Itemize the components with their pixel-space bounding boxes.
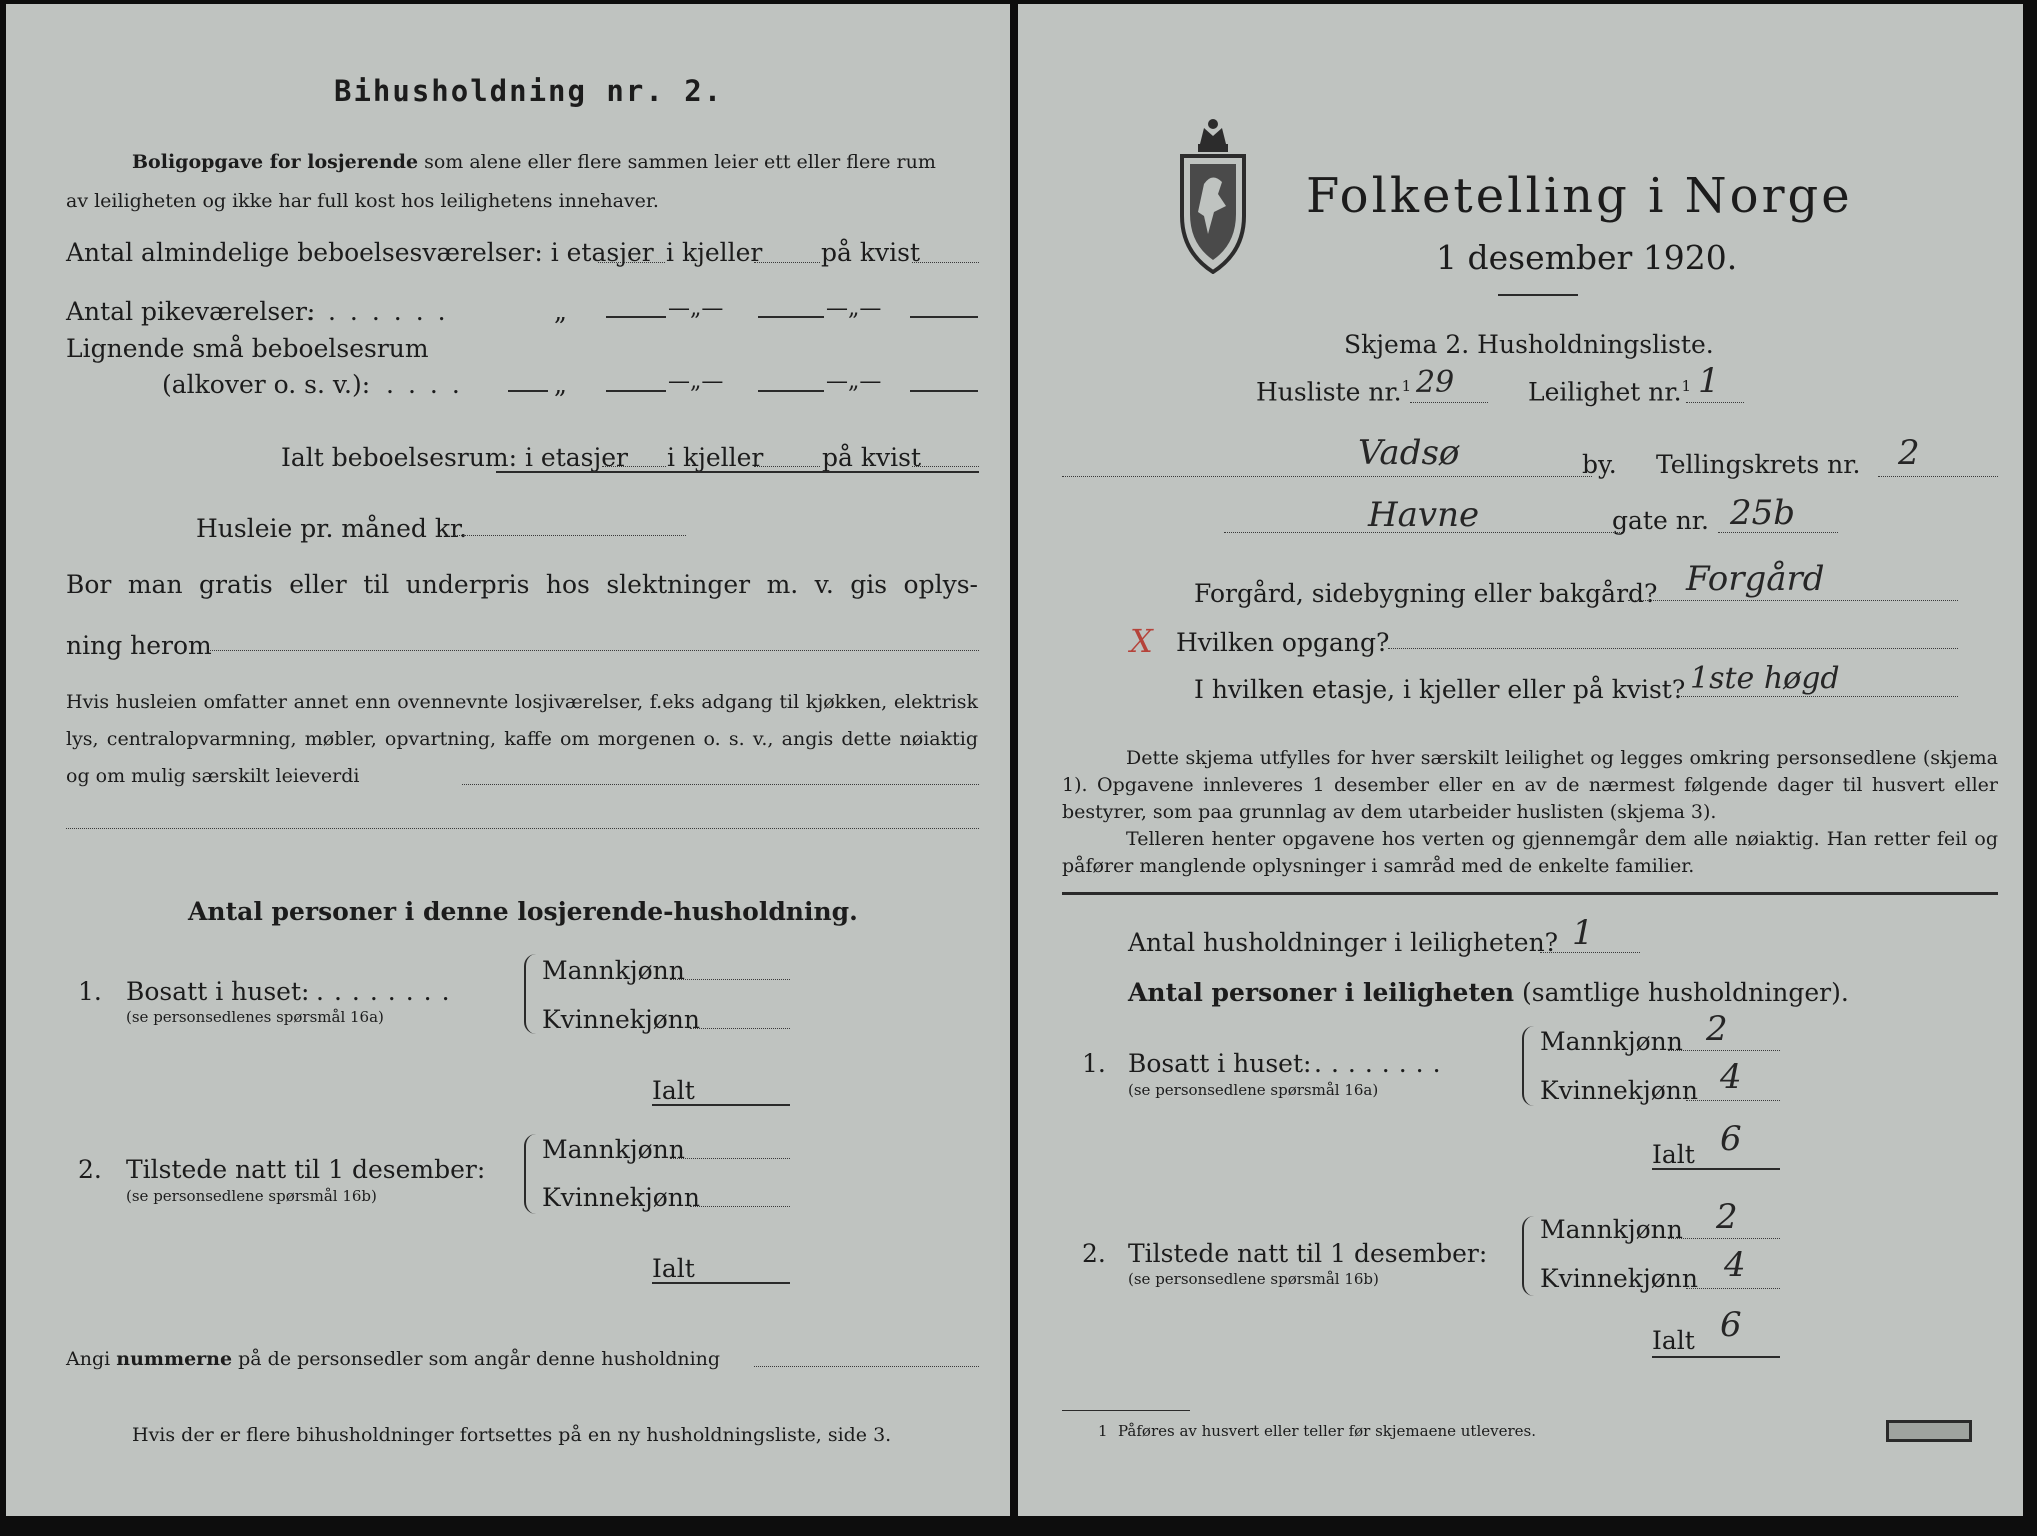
gratis-question: Bor man gratis eller til underpris hos slektninger m. v. gis oplys- — [66, 570, 978, 599]
instructions-1: Dette skjema utfylles for hver særskilt leilighet og legges omkring personsedlene (skjema 1). Opgavene innleveres 1 desember eller en av de nærmest følgende dager til husvert eller bestyrer, som paa grunnlag av dem utarbeider huslisten (skjema 3). — [1062, 747, 1998, 823]
q1-kvinne-label: Kvinnekjønn — [1540, 1076, 1698, 1105]
opgang-label: Hvilken opgang? — [1176, 628, 1390, 657]
by-field[interactable] — [1062, 476, 1592, 477]
lignende-etasjer-field[interactable] — [606, 390, 666, 392]
instructions-2: Telleren henter opgavene hos verten og gjennemgår dem alle nøiaktig. Han retter feil og påfører manglende oplysninger i samråd med de enkelte familier. — [1062, 828, 1998, 877]
pike-ditto-2: —„— — [668, 296, 724, 321]
pike-label: Antal pikeværelser: — [66, 297, 316, 326]
angi-field[interactable] — [754, 1366, 979, 1367]
krets-label: Tellingskrets nr. — [1656, 450, 1861, 479]
ialt-kjeller-label: i kjeller — [667, 443, 764, 472]
pike-etasjer-field[interactable] — [606, 316, 666, 318]
lignende-pre-field[interactable] — [508, 390, 548, 392]
q2-brace — [1522, 1216, 1534, 1296]
q2-kvinne-value: 4 — [1724, 1245, 1746, 1285]
q1-ialt-label: Ialt — [652, 1076, 695, 1105]
persons-heading: Antal personer i denne losjerende-husholdning. — [188, 897, 858, 926]
rooms-kvist-field[interactable] — [912, 262, 979, 263]
q1-dots: ........ — [1314, 1049, 1450, 1078]
q2-ialt-value: 6 — [1720, 1305, 1742, 1345]
q2-mann-label: Mannkjønn — [1540, 1215, 1683, 1244]
husleie-field[interactable] — [454, 535, 686, 536]
ialt-kvist-field[interactable] — [912, 466, 979, 467]
husleie-note: Hvis husleien omfatter annet enn ovennevnte losjiværelser, f.eks adgang til kjøkken, elektrisk lys, centralopvarmning, møbler, opvartning, kaffe om morgenen o. s. v., angis dette nøiaktig og om mulig særskilt leieverdi — [66, 691, 978, 787]
census-date: 1 desember 1920. — [1436, 238, 1738, 277]
ialt-rooms-label: Ialt beboelsesrum: i etasjer — [281, 443, 629, 472]
gate-nr-value: 25b — [1730, 493, 1796, 533]
section-rule — [1062, 892, 1998, 895]
pike-kvist-field[interactable] — [910, 316, 978, 318]
forgaard-label: Forgård, sidebygning eller bakgård? — [1194, 579, 1658, 608]
page-title: Bihusholdning nr. 2. — [334, 74, 724, 108]
printer-stamp — [1886, 1420, 1972, 1442]
q1-kvinne-field[interactable] — [1686, 1100, 1780, 1101]
q2-kvinne-label: Kvinnekjønn — [1540, 1264, 1698, 1293]
gratis-label-2: ning herom — [66, 631, 212, 660]
antal-hush-field[interactable] — [1540, 952, 1640, 953]
krets-field[interactable] — [1878, 476, 1998, 477]
q2-kvinne-field[interactable] — [690, 1206, 790, 1207]
schema-label: Skjema 2. Husholdningsliste. — [1344, 330, 1714, 359]
q1-ialt-label: Ialt — [1652, 1140, 1695, 1169]
pike-ditto-3: —„— — [826, 296, 882, 321]
ialt-kvist-label: på kvist — [822, 443, 921, 472]
leieverdi-field[interactable] — [462, 784, 979, 785]
pike-kjeller-field[interactable] — [758, 316, 824, 318]
q2-brace — [524, 1134, 536, 1214]
antal-hush-value: 1 — [1572, 913, 1594, 953]
rooms-label: Antal almindelige beboelsesværelser: i etasjer — [66, 238, 654, 267]
left-page — [6, 4, 1010, 1516]
footnote-number: 1 — [1098, 1422, 1108, 1440]
q2-label: Tilstede natt til 1 desember: — [1128, 1239, 1488, 1268]
husliste-label: Husliste nr.$^1$ — [1256, 377, 1412, 407]
krets-value: 2 — [1898, 433, 1920, 473]
leilighet-label: Leilighet nr.$^1$ — [1528, 377, 1692, 407]
red-x-mark: X — [1130, 622, 1153, 660]
q2-number: 2. — [78, 1155, 102, 1184]
q1-sub: (se personsedlenes spørsmål 16a) — [126, 1008, 384, 1026]
husliste-field[interactable] — [1410, 402, 1488, 403]
forgaard-field[interactable] — [1628, 600, 1958, 601]
angi-label: Angi nummerne på de personsedler som angår denne husholdning — [66, 1348, 721, 1370]
q1-label: Bosatt i huset: — [126, 977, 310, 1006]
intro-text-line2: av leiligheten og ikke har full kost hos leilighetens innehaver. — [66, 190, 659, 212]
q1-mann-field[interactable] — [670, 979, 790, 980]
forgaard-value: Forgård — [1686, 559, 1825, 599]
husleie-label: Husleie pr. måned kr. — [196, 514, 468, 543]
q1-label: Bosatt i huset: — [1128, 1049, 1312, 1078]
q2-ialt-label: Ialt — [652, 1254, 695, 1283]
leilighet-value: 1 — [1698, 361, 1720, 401]
q2-ialt-field[interactable] — [1652, 1356, 1780, 1358]
q1-mann-field[interactable] — [1668, 1050, 1780, 1051]
intro-text: Boligopgave for losjerende som alene eller flere sammen leier ett eller flere rum — [132, 151, 936, 173]
antal-hush-label: Antal husholdninger i leiligheten? — [1128, 928, 1559, 957]
rooms-kjeller-field[interactable] — [754, 262, 820, 263]
ialt-kjeller-field[interactable] — [754, 466, 820, 467]
q2-sub: (se personsedlene spørsmål 16b) — [1128, 1270, 1379, 1288]
right-page — [1018, 4, 2023, 1516]
q2-mann-label: Mannkjønn — [542, 1135, 685, 1164]
q2-label: Tilstede natt til 1 desember: — [126, 1155, 486, 1184]
etasje-value: 1ste høgd — [1690, 661, 1840, 696]
by-label: by. — [1582, 450, 1617, 479]
footnote-rule — [1062, 1410, 1190, 1411]
q1-kvinne-label: Kvinnekjønn — [542, 1005, 700, 1034]
ialt-etasjer-field[interactable] — [602, 466, 666, 467]
q2-mann-value: 2 — [1716, 1197, 1738, 1237]
leieverdi-field-2[interactable] — [66, 828, 979, 829]
q1-mann-label: Mannkjønn — [1540, 1027, 1683, 1056]
lignende-label: Lignende små beboelsesrum — [66, 334, 429, 363]
q1-brace — [524, 954, 536, 1034]
q2-ialt-label: Ialt — [1652, 1326, 1695, 1355]
q2-kvinne-label: Kvinnekjønn — [542, 1183, 700, 1212]
lignende-ditto-3: —„— — [826, 369, 882, 394]
pike-ditto: „ — [554, 297, 567, 326]
q1-mann-label: Mannkjønn — [542, 956, 685, 985]
rooms-etasjer-field[interactable] — [598, 262, 665, 263]
lignende-ditto: „ — [554, 370, 567, 399]
footer-note: Hvis der er flere bihusholdninger fortsettes på en ny husholdningsliste, side 3. — [132, 1424, 892, 1446]
q1-number: 1. — [1082, 1049, 1106, 1078]
rooms-kvist-label: på kvist — [821, 238, 920, 267]
q1-ialt-field[interactable] — [652, 1104, 790, 1106]
rooms-kjeller-label: i kjeller — [666, 238, 763, 267]
q1-number: 1. — [78, 977, 102, 1006]
q1-ialt-value: 6 — [1720, 1119, 1742, 1159]
lignende-dots: .... — [386, 370, 474, 399]
opgang-field[interactable] — [1388, 648, 1958, 649]
q1-kvinne-value: 4 — [1720, 1057, 1742, 1097]
q1-kvinne-field[interactable] — [690, 1028, 790, 1029]
pike-dots: ....... — [306, 297, 460, 326]
q1-ialt-field[interactable] — [1652, 1168, 1780, 1170]
q1-sub: (se personsedlene spørsmål 16a) — [1128, 1081, 1379, 1099]
main-title: Folketelling i Norge — [1306, 168, 1853, 224]
gate-label: gate nr. — [1612, 506, 1709, 535]
q2-kvinne-field[interactable] — [1686, 1288, 1780, 1289]
q1-mann-value: 2 — [1706, 1009, 1728, 1049]
etasje-label: I hvilken etasje, i kjeller eller på kvist? — [1194, 675, 1686, 704]
husliste-value: 29 — [1416, 365, 1455, 400]
etasje-field[interactable] — [1678, 696, 1958, 697]
ialt-underline — [496, 471, 979, 473]
gratis-field[interactable] — [208, 650, 979, 651]
lignende-ditto-2: —„— — [668, 369, 724, 394]
q2-ialt-field[interactable] — [652, 1282, 790, 1284]
by-value: Vadsø — [1358, 433, 1460, 473]
lignende-kvist-field[interactable] — [910, 390, 978, 392]
persons-heading: Antal personer i leiligheten (samtlige husholdninger). — [1128, 978, 1849, 1007]
q2-sub: (se personsedlene spørsmål 16b) — [126, 1187, 377, 1205]
q2-mann-field[interactable] — [1668, 1238, 1780, 1239]
footnote-text: Påføres av husvert eller teller før skjemaene utleveres. — [1118, 1422, 1536, 1440]
gate-nr-field[interactable] — [1718, 532, 1838, 533]
q2-mann-field[interactable] — [670, 1158, 790, 1159]
q2-number: 2. — [1082, 1239, 1106, 1268]
q1-dots: ........ — [316, 977, 460, 1006]
q1-brace — [1522, 1026, 1534, 1106]
coat-of-arms-icon — [1178, 116, 1248, 274]
lignende-kjeller-field[interactable] — [758, 390, 824, 392]
gate-value: Havne — [1368, 495, 1480, 535]
lignende-label-2: (alkover o. s. v.): — [162, 370, 371, 399]
title-rule — [1498, 294, 1578, 296]
leilighet-field[interactable] — [1686, 402, 1744, 403]
gate-field[interactable] — [1224, 532, 1624, 533]
